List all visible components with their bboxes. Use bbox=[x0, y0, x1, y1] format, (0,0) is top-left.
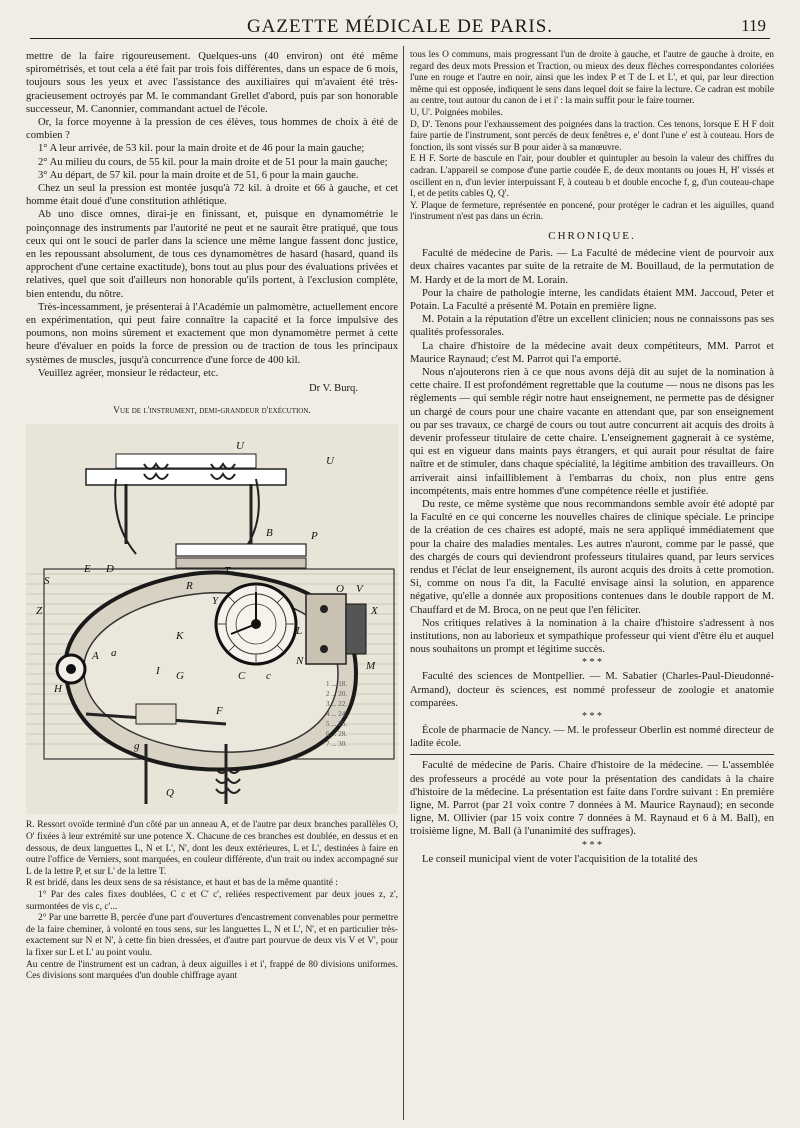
paragraph: Faculté de médecine de Paris. Chaire d'histoire de la médecine. — L'assemblée des professeurs a procédé au vote pour la présentation des candidats à la chaire d'histoire de la médecine. La présentation est faite dans l'ordre suivant : En première ligne, M. Parrot (par 21 voix contre 7 données à M. Maurice Raynaud); en seconde ligne, M. Ollivier (par 15 voix contre 7 données à M. Raynaud et 6 à M. Ball), en troisième ligne, M. Ball (à l'unanimité des suffrages). bbox=[410, 760, 774, 838]
separator-stars: * * * bbox=[582, 657, 602, 669]
legend-item: D, D'. Tenons pour l'exhaussement des poignées dans la traction. Ces tenons, lorsque E H F doit faire partie de l'instrument, sont percés de deux fenêtres e, e' dont l'une e' est à couteau. Hors de fonction, ils sont vissés sur B pour aider à sa manœuvre. bbox=[410, 119, 774, 153]
separator-stars: * * * bbox=[582, 711, 602, 723]
paragraph: Ab uno disce omnes, dirai-je en finissant, et, puisque en dynamométrie le poinçonnage des instruments par l'autorité ne peut et ne saurait être pratiqué, que tous ceux qui ont le souci de parler dans la science une même langue fassent donc justice, en les repoussant absolument, de tous ces dynamomètres de hasard (hasard, quand ils approchent d'une certaine exactitude), bons tout au plus pour des évaluations privées et relatives, quel que soit d'ailleurs non honorable qu'ils portent, à l'exclusion complète, bien entendu, du nôtre. bbox=[26, 209, 398, 300]
journal-title: GAZETTE MÉDICALE DE PARIS. bbox=[246, 16, 554, 37]
svg-text:K: K bbox=[176, 630, 184, 643]
legend-item: R. Ressort ovoïde terminé d'un côté par un anneau A, et de l'autre par deux branches parallèles O, O' fixées à leur extrémité sur une potence X. Chacune de ces branches est doublée, en dessus et en dessous, de deux languettes L, N et L', N', dont les deux extérieures, L et L', destinées à faire en outre l'office de Verniers, sont marquées, en couleur différente, d'un trait ou index accompagné sur L de la lettre P, et sur L' de la lettre T. bbox=[26, 820, 398, 877]
svg-text:N: N bbox=[296, 655, 304, 668]
legend-item: 2° Par une barrette B, percée d'une part d'ouvertures d'encastrement convenables pour permettre de la faire cheminer, à volonté en tous sens, sur les languettes L, N et L', N', et en particulier très-exactement sur N et N', à cette fin bien dressées, et d'autre part pourvue de deux vis V et V', pour la fixer sur L et L' au point voulu. bbox=[26, 913, 398, 959]
svg-text:A: A bbox=[92, 650, 99, 663]
svg-text:1 ... 18.: 1 ... 18. bbox=[326, 680, 347, 689]
svg-text:C: C bbox=[238, 670, 246, 683]
svg-text:6 ... 28.: 6 ... 28. bbox=[326, 730, 347, 739]
svg-text:D: D bbox=[106, 563, 114, 576]
svg-text:S: S bbox=[44, 575, 50, 588]
paragraph: Faculté des sciences de Montpellier. — M. Sabatier (Charles-Paul-Dieudonné-Armand), docteur ès sciences, est nommé professeur de zoologie et anatomie comparées. bbox=[410, 671, 774, 709]
svg-text:g: g bbox=[134, 740, 140, 753]
svg-text:T: T bbox=[224, 565, 231, 578]
signature: Dr V. Burq. bbox=[308, 383, 358, 395]
column-divider bbox=[403, 46, 404, 1120]
page-number: 119 bbox=[741, 16, 766, 35]
paragraph: Veuillez agréer, monsieur le rédacteur, etc. bbox=[38, 367, 219, 379]
svg-text:P: P bbox=[311, 530, 318, 543]
section-divider bbox=[410, 754, 774, 755]
paragraph: Nos critiques relatives à la nomination à la chaire d'histoire s'adressent à nos institutions, non au laborieux et sympathique professeur qui vient d'être élu et auquel nous souhaitons un prompt et légitime succès. bbox=[410, 617, 774, 656]
separator-stars: * * * bbox=[582, 839, 602, 851]
svg-text:2 ... 20.: 2 ... 20. bbox=[326, 690, 347, 699]
svg-text:U: U bbox=[236, 440, 244, 453]
dynamometer-engraving bbox=[26, 424, 398, 814]
svg-text:3 ... 22.: 3 ... 22. bbox=[326, 700, 347, 709]
svg-text:R: R bbox=[186, 580, 193, 593]
paragraph: Or, la force moyenne à la pression de ces élèves, tous hommes de choix à été de combien ? bbox=[26, 117, 398, 142]
paragraph: École de pharmacie de Nancy. — M. le professeur Oberlin est nommé directeur de ladite école. bbox=[410, 725, 774, 750]
svg-text:E: E bbox=[84, 563, 91, 576]
paragraph: 1° A leur arrivée, de 53 kil. pour la main droite et de 46 pour la main gauche; bbox=[38, 143, 365, 155]
paragraph: Le conseil municipal vient de voter l'acquisition de la totalité des bbox=[422, 853, 698, 865]
left-column bbox=[26, 50, 398, 983]
paragraph: Nous n'ajouterons rien à ce que nous avons déjà dit au sujet de la nomination à cette chaire. Il est profondément regrettable que la coutume — nous ne disons pas les règlements — qui semble régir notre haut enseignement, ne permette pas de désigner un chargé de cours pour une chaire vacante en attendant que, par son enseignement ou par ses travaux, ce chargé de cours ou tout autre concurrent ait acquis des droits à devenir professeur titulaire de cette chaire. L'enseignement gagnerait à ce système, qui est en vigueur dans maints pays étrangers, et qui aurait pour résultat de faire naître et de stimuler, dans chaque spécialité, la légitime ambition des travailleurs. On arriverait ainsi infailliblement à l'embarras du choix, non plus entre gens incompétents, mais entre hommes d'une compétence réelle et justifiée. bbox=[410, 366, 774, 497]
legend-item: tous les O communs, mais progressant l'un de droite à gauche, et l'autre de gauche à droite, en regard des deux mots Pression et Traction, ou mieux des deux flèches correspondantes coloriées l'une en rouge et l'autre en noir, ainsi que les index P et T de L et L', et qui, par leur direction même qui est opposée, indiquent le sens dans lequel doit se faire la lecture. Ce cadran est mobile au centre, tout autour du canon de i et i' : la main suffit pour le faire tourner. bbox=[410, 50, 774, 107]
svg-text:B: B bbox=[266, 527, 273, 540]
paragraph: M. Potain a la réputation d'être un excellent clinicien; nous ne connaissons pas ses qualités professorales. bbox=[410, 314, 774, 339]
legend-item: R est bridé, dans les deux sens de sa résistance, et haut et bas de la même quantité : bbox=[26, 878, 338, 889]
svg-text:G: G bbox=[176, 670, 184, 683]
svg-text:7 ... 30.: 7 ... 30. bbox=[326, 740, 347, 749]
paragraph: La chaire d'histoire de la médecine avait deux compétiteurs, MM. Parrot et Maurice Raynaud; c'est M. Parrot qui l'a emporté. bbox=[410, 340, 774, 365]
legend-item: E H F. Sorte de bascule en l'air, pour doubler et quintupler au besoin la valeur des chiffres du cadran. L'appareil se compose d'une partie coudée E, de deux montants ou joues H, H' vissés et oscillent en n, d'un levier interpuissant F, à couteau b et double encoche f, g, d'un couteau-chape I, et de petits cables Q, Q'. bbox=[410, 154, 774, 200]
paragraph: Très-incessamment, je présenterai à l'Académie un palmomètre, actuellement encore en expérimentation, qui peut faire connaître la capacité et la force impulsive des poumons, non moins sûrement et exactement que mon dynamomètre permet à cette heure d'évaluer en poids la force de pression ou de traction de tous les principaux systèmes de muscles, jusqu'à concurrence d'une force de 400 kil. bbox=[26, 301, 398, 366]
paragraph: mettre de la faire rigoureusement. Quelques-uns (40 environ) ont été même spirométrisés, et tout cela a été fait par trois fois différentes, dans un espace de 6 mois, toujours sous les yeux et avec l'assistance des auxiliaires qui m'avaient été très-gracieusement octroyés par M. le commandant Grellet d'abord, puis par son honorable successeur, M. Canonnier, commandant actuel de l'école. bbox=[26, 51, 398, 115]
svg-text:H: H bbox=[54, 683, 62, 696]
svg-text:a: a bbox=[111, 647, 117, 660]
svg-text:5 ... 26.: 5 ... 26. bbox=[326, 720, 347, 729]
svg-text:F: F bbox=[216, 705, 223, 718]
paragraph: 2° Au milieu du cours, de 55 kil. pour la main droite et de 51 pour la main gauche; bbox=[38, 156, 388, 168]
paragraph: Du reste, ce même système que nous recommandons semble avoir été adopté par la Faculté en ce qui concerne les nouvelles chaires de clinique spéciale. Le principe de la création de ces chaires est adopté, mais ne sera appliqué immédiatement que pour la chaire des maladies mentales. Les autres n'auront, comme par le passé, que des chargés de cours qui deviendront professeurs titulaires quand, par leurs services rendus et l'éclat de leur enseignement, ils auront acquis des droits à cette promotion. Si, comme on nous l'a dit, la Faculté envisage ainsi la solution, en apparence négative, qu'elle a donnée aux propositions contenues dans le double rapport de M. Chauffard et de M. Broca, on ne peut que l'en féliciter. bbox=[410, 498, 774, 616]
paragraph: Pour la chaire de pathologie interne, les candidats étaient MM. Jaccoud, Peter et Potain. La Faculté a présenté M. Potain en première ligne. bbox=[410, 287, 774, 312]
legend-item: U, U'. Poignées mobiles. bbox=[410, 107, 503, 118]
svg-text:Z: Z bbox=[36, 605, 43, 618]
svg-text:L: L bbox=[296, 625, 303, 638]
svg-text:4 ... 24.: 4 ... 24. bbox=[326, 710, 347, 719]
svg-text:O: O bbox=[336, 583, 344, 596]
svg-text:V: V bbox=[356, 583, 363, 596]
paragraph: Faculté de médecine de Paris. — La Faculté de médecine vient de pourvoir aux deux chaires vacantes par suite de la retraite de M. Bouillaud, de la permutation de M. Hardy et de la mort de M. Lorain. bbox=[410, 248, 774, 286]
svg-text:Y: Y bbox=[212, 595, 219, 608]
page-header bbox=[30, 14, 770, 39]
svg-text:U: U bbox=[326, 455, 334, 468]
legend-item: 1° Par des cales fixes doublées, C c et C' c', reliées respectivement par deux joues z, z', surmontées de vis c, c'... bbox=[26, 890, 398, 912]
section-heading: CHRONIQUE. bbox=[548, 229, 636, 242]
legend-item: Au centre de l'instrument est un cadran, à deux aiguilles i et i', frappé de 80 divisions uniformes. Ces divisions sont marquées d'un double chiffrage ayant bbox=[26, 959, 398, 982]
paragraph: 3° Au départ, de 57 kil. pour la main droite et de 51, 6 pour la main gauche. bbox=[38, 169, 359, 181]
svg-text:c: c bbox=[266, 670, 271, 683]
instrument-figure bbox=[26, 424, 398, 814]
svg-text:I: I bbox=[156, 665, 160, 678]
svg-text:X: X bbox=[371, 605, 378, 618]
figure-caption: Vue de l'instrument, demi-grandeur d'exécution. bbox=[113, 406, 311, 417]
paragraph: Chez un seul la pression est montée jusqu'à 72 kil. à droite et 66 à gauche, et cet homme était doué d'une constitution athlétique. bbox=[26, 183, 398, 208]
svg-text:M: M bbox=[366, 660, 376, 673]
legend-item: Y. Plaque de fermeture, représentée en poncené, pour protéger le cadran et les aiguilles, quand l'instrument n'est pas dans un écrin. bbox=[410, 200, 774, 223]
svg-text:Q: Q bbox=[166, 787, 174, 800]
right-column bbox=[410, 50, 774, 866]
